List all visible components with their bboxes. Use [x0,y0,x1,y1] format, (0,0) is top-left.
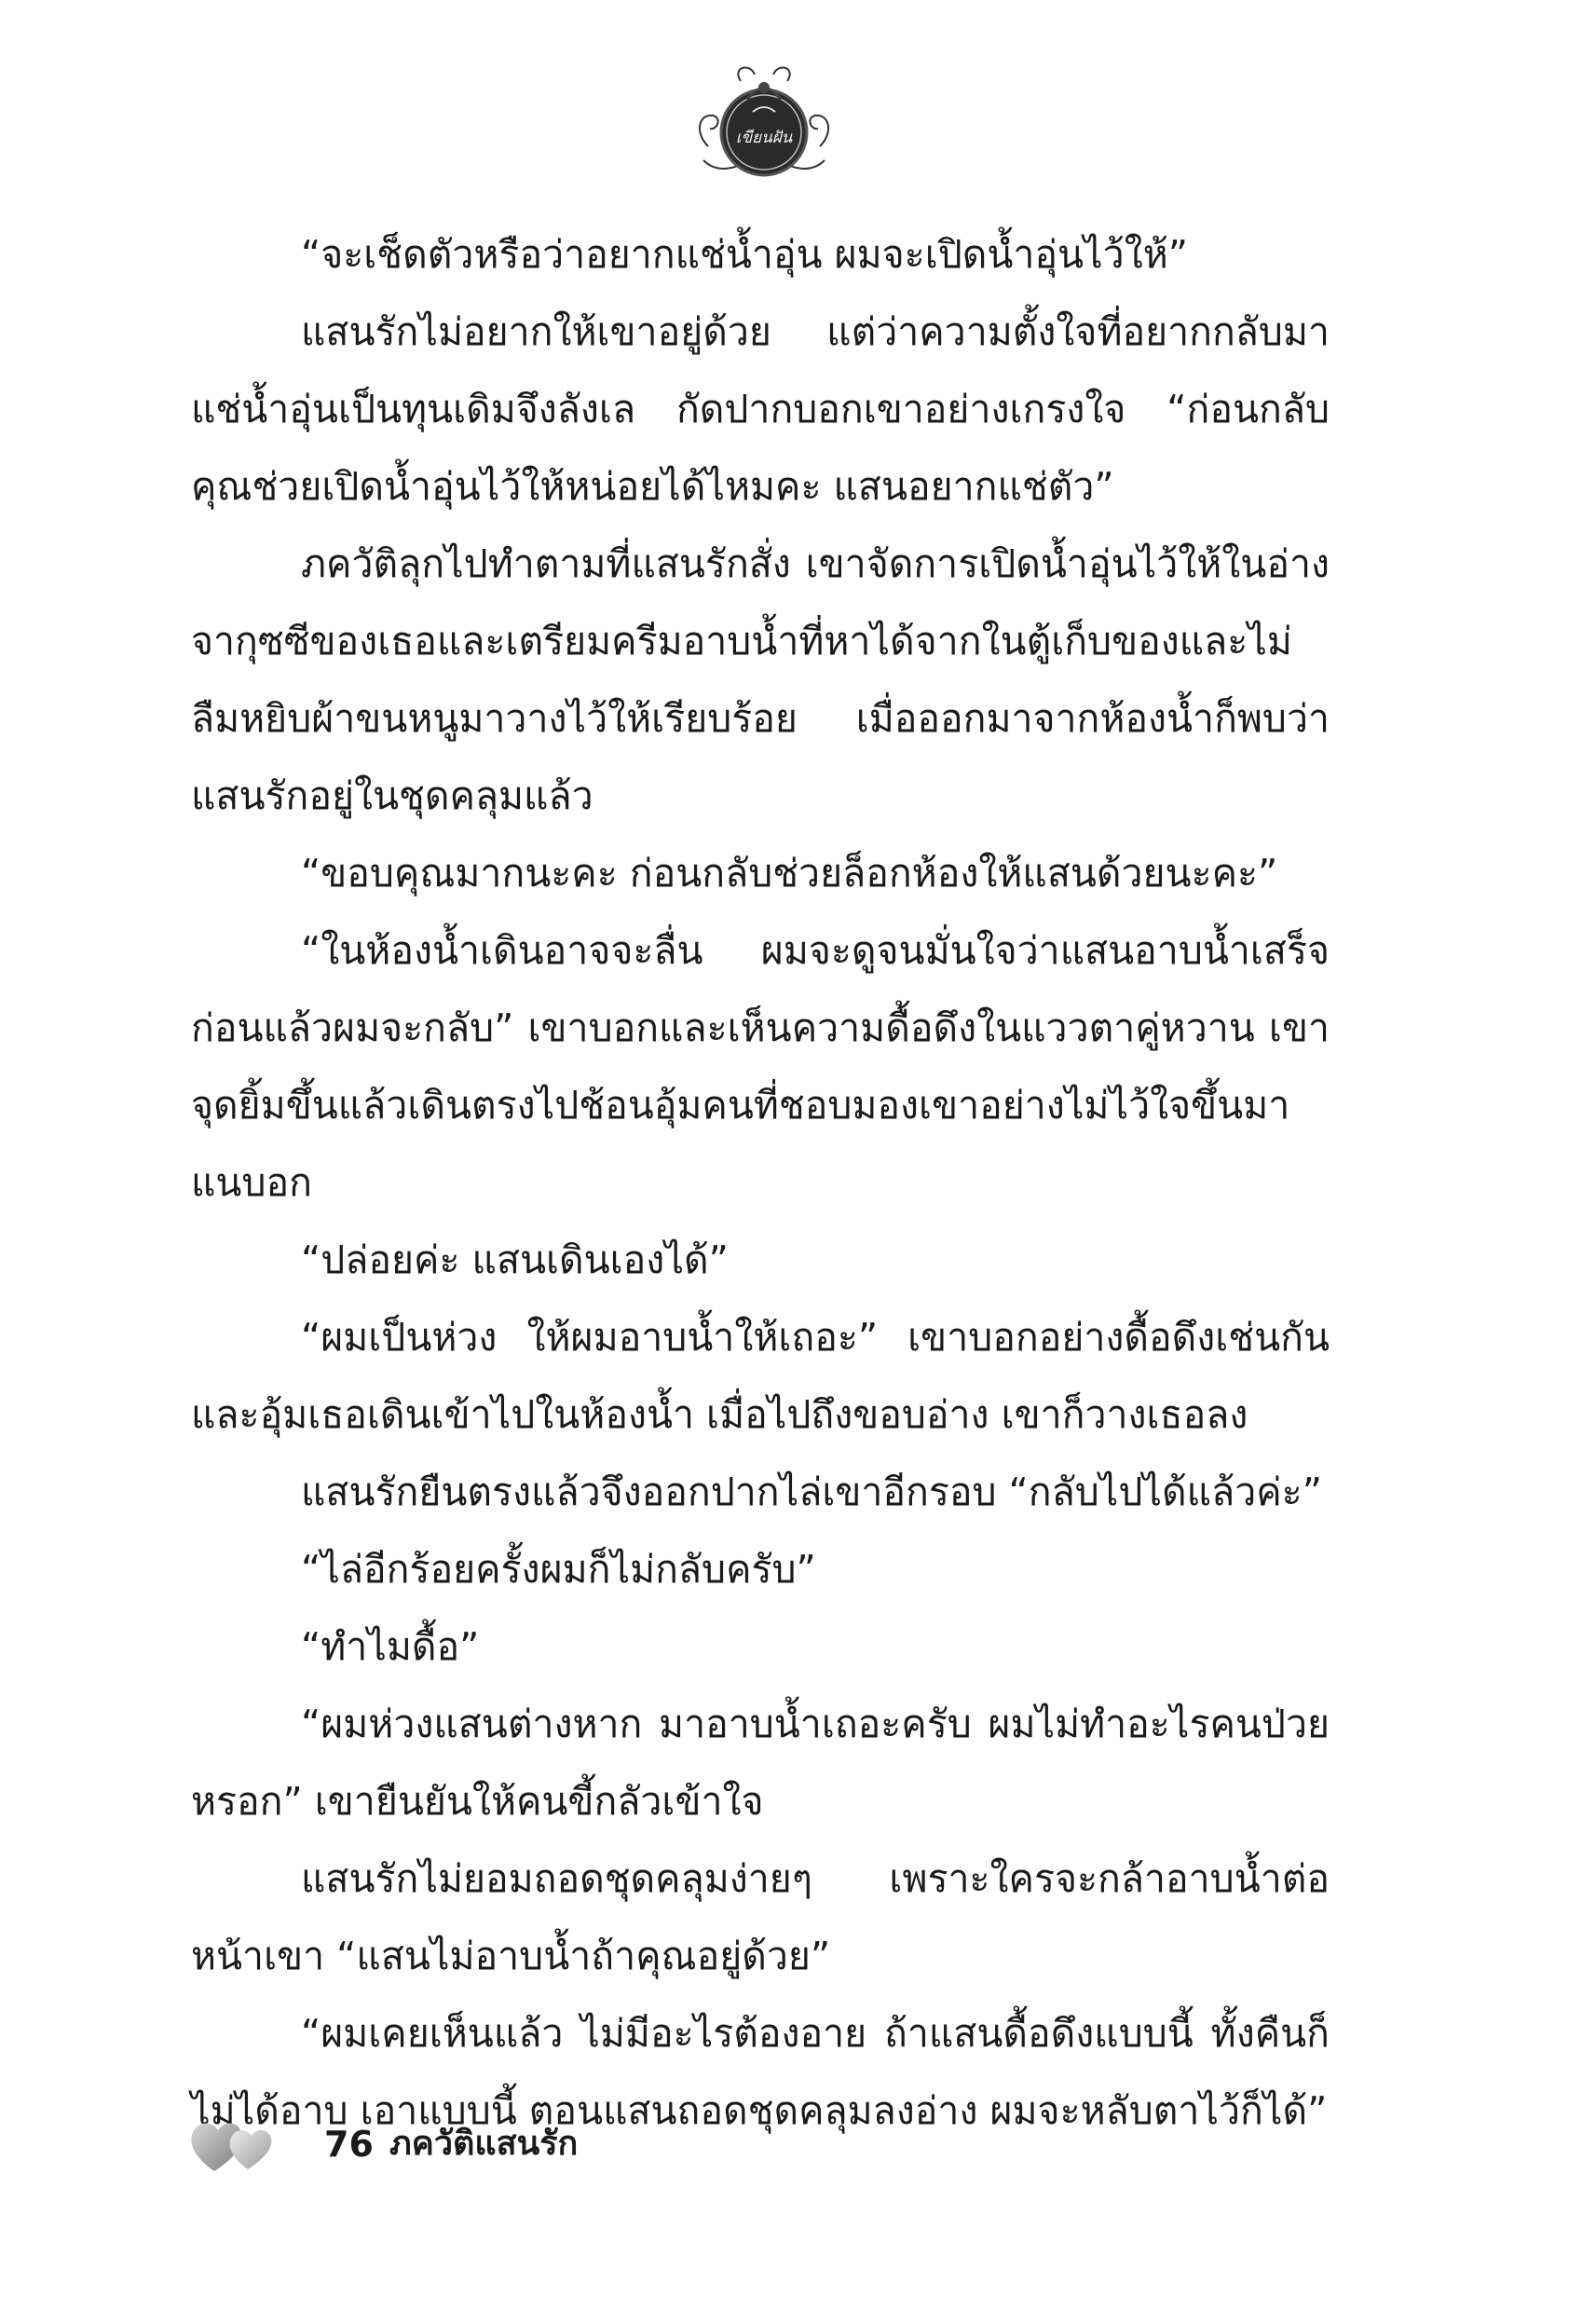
page-number: 76 [324,2124,374,2165]
page-footer [186,2113,839,2179]
paragraph-7: “ผมเป็นห่วง ให้ผมอาบน้ำให้เถอะ” เขาบอกอย่างดื้อดึงเช่นกันและอุ้มเธอเดินเข้าไปในห้องน้ำ เมื่อไปถึงขอบอ่าง เขาก็วางเธอลง [191,1315,1330,1437]
book-title: ภควัติแสนรัก [389,2125,579,2163]
publisher-logo [689,58,839,184]
paragraph-1: “จะเช็ดตัวหรือว่าอยากแช่น้ำอุ่น ผมจะเปิดน้ำอุ่นไว้ให้” [301,232,1188,277]
paragraph-13: “ผมเคยเห็นแล้ว ไม่มีอะไรต้องอาย ถ้าแสนดื้อดึงแบบนี้ ทั้งคืนก็ไม่ได้อาบ เอาแบบนี้ ตอนแสนถอดชุดคลุมลงอ่าง ผมจะหลับตาไว้ก็ได้” [191,2011,1330,2133]
paragraph-11: “ผมห่วงแสนต่างหาก มาอาบน้ำเถอะครับ ผมไม่ทำอะไรคนป่วยหรอก” เขายืนยันให้คนขี้กลัวเข้าใจ [191,1702,1330,1824]
paragraph-10: “ทำไมดื้อ” [301,1624,480,1669]
paragraph-8: แสนรักยืนตรงแล้วจึงออกปากไล่เขาอีกรอบ “กลับไปได้แล้วค่ะ” [301,1470,1322,1514]
paragraph-2: แสนรักไม่อยากให้เขาอยู่ด้วย แต่ว่าความตั้งใจที่อยากกลับมาแช่น้ำอุ่นเป็นทุนเดิมจึงลังเล กัดปากบอกเขาอย่างเกรงใจ “ก่อนกลับคุณช่วยเปิดน้ำอุ่นไว้ให้หน่อยได้ไหมคะ แสนอยากแช่ตัว” [191,309,1330,509]
paragraph-3: ภควัติลุกไปทำตามที่แสนรักสั่ง เขาจัดการเปิดน้ำอุ่นไว้ให้ในอ่างจากุซซีของเธอและเตรียมครีมอาบน้ำที่หาได้จากในตู้เก็บของและไม่ลืมหยิบผ้าขนหนูมาวางไว้ให้เรียบร้อย เมื่อออกมาจากห้องน้ำก็พบว่าแสนรักอยู่ในชุดคลุมแล้ว [191,541,1330,818]
paragraph-12: แสนรักไม่ยอมถอดชุดคลุมง่ายๆ เพราะใครจะกล้าอาบน้ำต่อหน้าเขา “แสนไม่อาบน้ำถ้าคุณอยู่ด้วย” [191,1856,1330,1978]
paragraph-6: “ปล่อยค่ะ แสนเดินเองได้” [301,1238,729,1282]
logo-text: เขียนฝัน [735,129,793,147]
two-hearts-icon [186,2113,280,2175]
paragraph-4: “ขอบคุณมากนะคะ ก่อนกลับช่วยล็อกห้องให้แสนด้วยนะคะ” [301,851,1278,896]
paragraph-9: “ไล่อีกร้อยครั้งผมก็ไม่กลับครับ” [301,1547,816,1592]
body-text [191,216,1330,2150]
paragraph-5: “ในห้องน้ำเดินอาจจะลื่น ผมจะดูจนมั่นใจว่าแสนอาบน้ำเสร็จก่อนแล้วผมจะกลับ” เขาบอกและเห็นความดื้อดึงในแววตาคู่หวาน เขาจุดยิ้มขึ้นแล้วเดินตรงไปช้อนอุ้มคนที่ชอบมองเขาอย่างไม่ไว้ใจขึ้นมาแนบอก [191,928,1330,1205]
publisher-emblem-icon [689,58,839,184]
